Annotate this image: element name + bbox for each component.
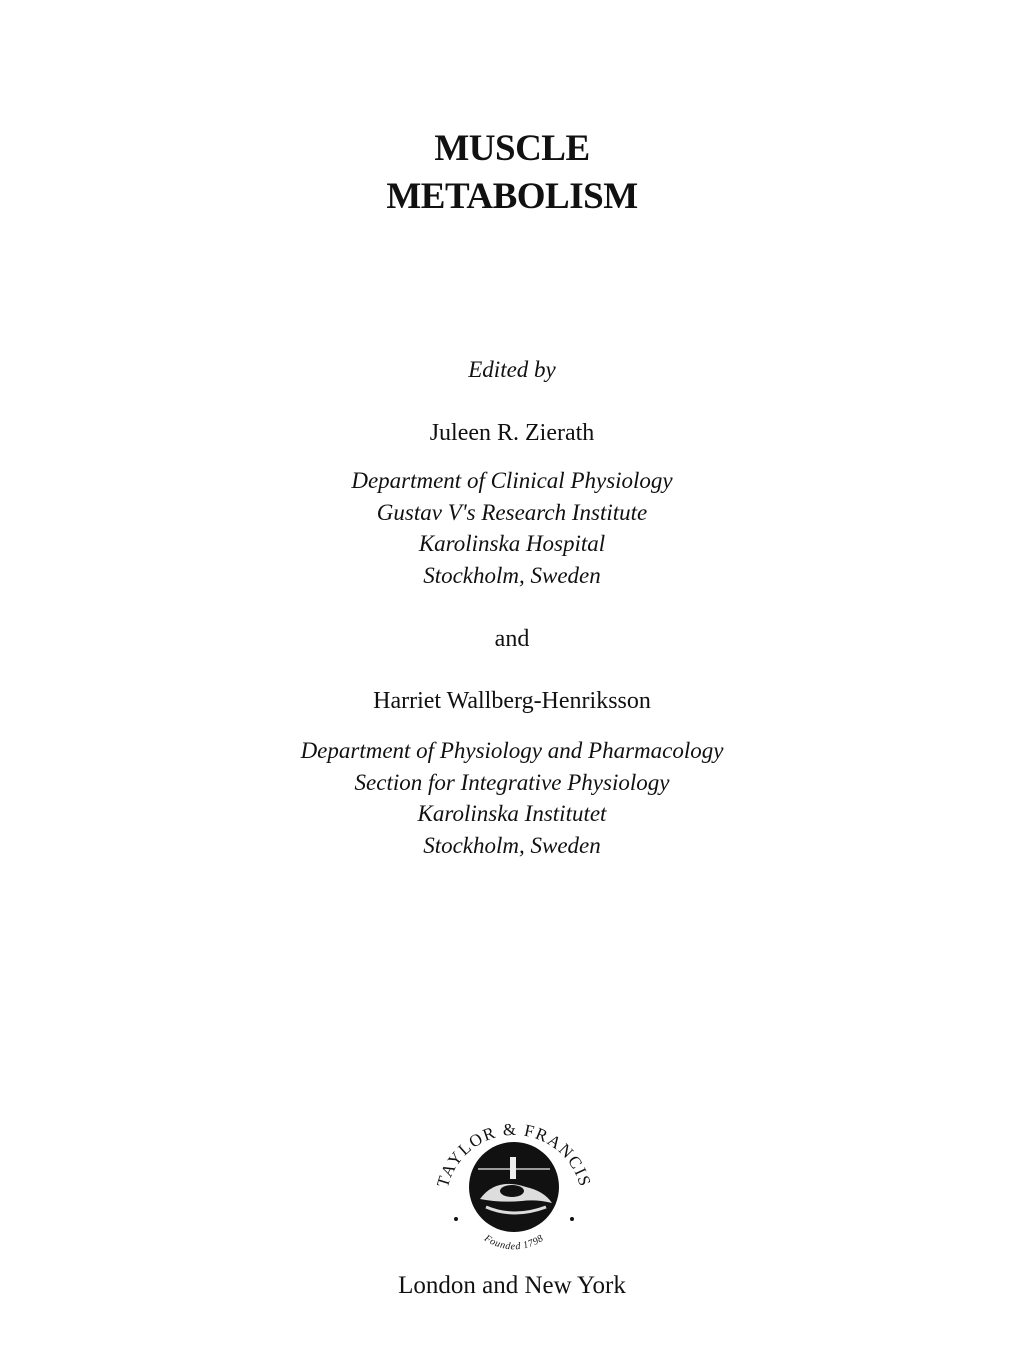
editor-2-affiliation	[0, 735, 1024, 861]
book-title	[0, 125, 1024, 221]
editor-1-name: Juleen R. Zierath	[429, 420, 595, 446]
affiliation-line: Department of Physiology and Pharmacology	[300, 738, 724, 763]
title-line-1: MUSCLE	[434, 128, 590, 169]
logo-founded-text: Founded 1798	[482, 1232, 546, 1253]
affiliation-line: Stockholm, Sweden	[423, 562, 601, 588]
and-conjunction: and	[494, 626, 530, 652]
affiliation-line: Gustav V's Research Institute	[376, 499, 648, 525]
logo-publisher-name: TAYLOR & FRANCIS	[433, 1119, 595, 1190]
affiliation-line: Section for Integrative Physiology	[354, 769, 670, 795]
edited-by-label: Edited by	[468, 357, 556, 382]
affiliation-line: Department of Clinical Physiology	[351, 468, 673, 493]
publisher-place: London and New York	[398, 1272, 626, 1299]
affiliation-line: Stockholm, Sweden	[423, 832, 601, 858]
title-line-2: METABOLISM	[386, 176, 638, 217]
editor-2-name: Harriet Wallberg-Henriksson	[373, 688, 651, 714]
affiliation-line: Karolinska Hospital	[418, 531, 606, 556]
editor-1-affiliation	[0, 465, 1024, 591]
affiliation-line: Karolinska Institutet	[417, 801, 607, 826]
taylor-francis-logo	[426, 1107, 602, 1257]
